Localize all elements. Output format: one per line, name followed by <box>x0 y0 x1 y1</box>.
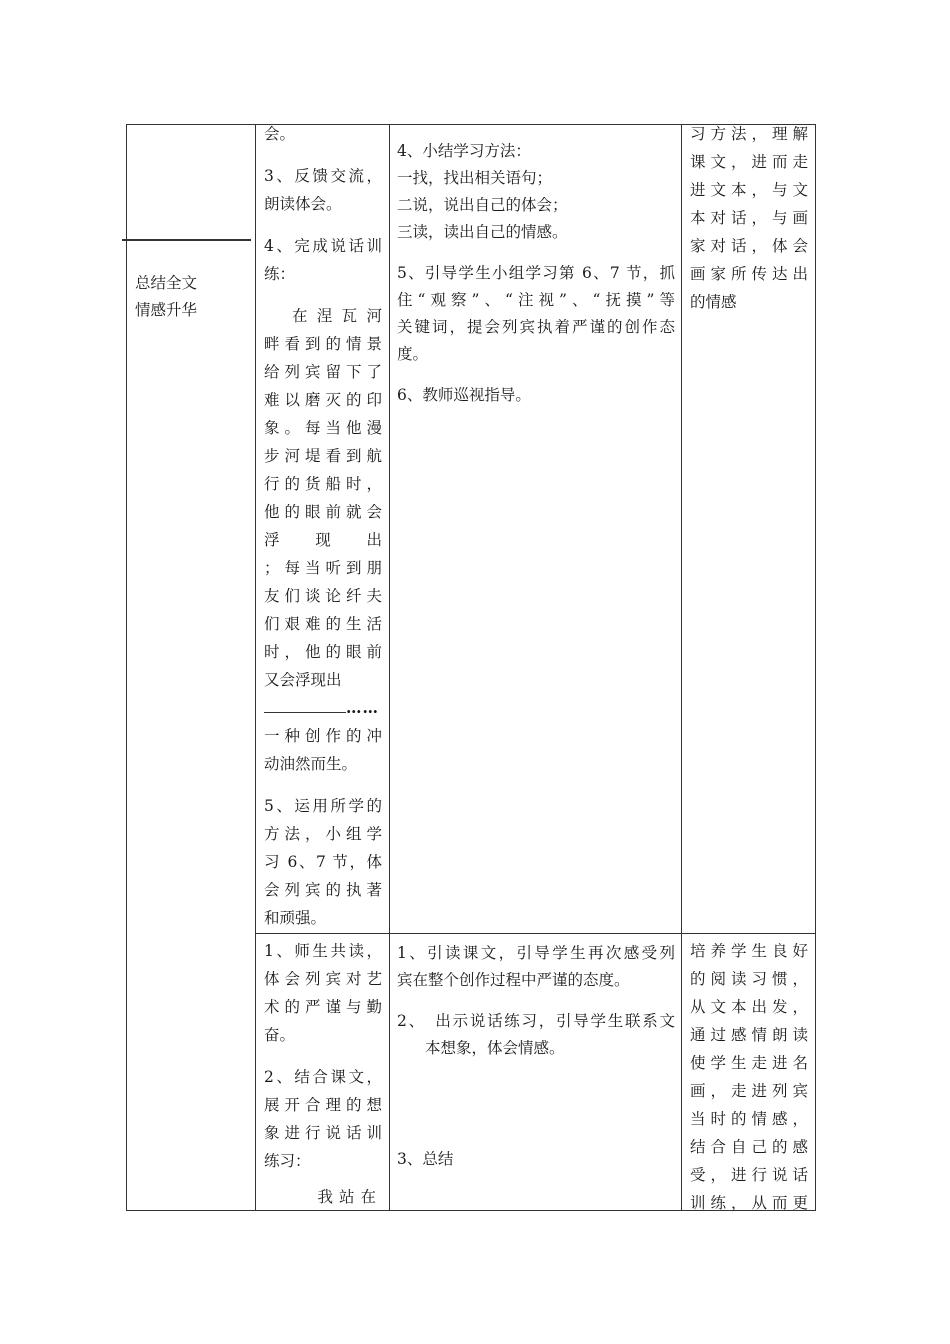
blank-underline <box>264 694 346 713</box>
upper-teacher-p3: 6、教师巡视指导。 <box>397 386 531 404</box>
upper-student-p2: 4、完成说话训 练： <box>264 237 382 283</box>
section-label <box>135 270 245 324</box>
lower-student-p1: 1、师生共读， 体会列宾对艺 术的严谨与勤 奋。 <box>264 942 382 1044</box>
lower-teacher-p1: 1、引读课文，引导学生再次感受列 宾在整个创作过程中严谨的态度。 <box>397 944 675 989</box>
upper-teacher-p2: 5、引导学生小组学习第 6、7 节，抓 住“观察”、“注视”、“抚摸”等 关键词，提会列宾执着严谨的创作态 度。 <box>397 264 675 363</box>
upper-intent: 习方法，理解 课文，进而走 进文本，与文 本对话，与画 家对话，体会 画家所传达出 的情感 <box>690 125 808 311</box>
lower-intent: 培养学生良好 的阅读习惯， 从文本出发， 通过感情朗读 使学生走进名 画，走进列宾 当时的情感， 结合自己的感 受，进行说话 训练，从而更 <box>690 942 808 1212</box>
section-label-line-2: 情感升华 <box>135 301 198 319</box>
upper-teacher-p1: 4、小结学习方法： 一找，找出相关语句； 二说，说出自己的体会； 三读，读出自己的情感。 <box>397 142 568 241</box>
lower-student-p2: 2、结合课文， 展开合理的想 象进行说话训 练习： <box>264 1068 382 1170</box>
section-label-line-1: 总结全文 <box>135 274 198 292</box>
upper-student-activity <box>264 120 382 946</box>
upper-teacher-activity <box>397 138 675 423</box>
column-divider-3 <box>681 124 682 1211</box>
section-divider-thick <box>122 239 251 241</box>
column-divider-2 <box>389 124 390 1211</box>
upper-student-p4: 5、运用所学的 方法，小组学 习 6、7 节，体 会列宾的执著 和顽强。 <box>264 797 382 927</box>
table-left-border <box>126 124 127 1211</box>
lower-teacher-p3: 3、总结 <box>397 1150 454 1168</box>
lower-teacher-p2: 2、 出示说话练习，引导学生联系文 本想象，体会情感。 <box>397 1012 675 1057</box>
upper-student-p1: 3、反馈交流， 朗读体会。 <box>264 167 382 213</box>
lower-student-p3: 我站在 <box>317 1188 382 1206</box>
upper-student-p3: 在涅瓦河 畔看到的情景 给列宾留下了 难以磨灭的印 象。每当他漫 步河堤看到航 行的货船时， 他的眼前就会 浮 现 出 ；每当听到朋 友们谈论纤夫 们艰难的生活 时，他的眼前 又会浮现出 …… 一种创作的冲 动油然而生。 <box>264 307 382 773</box>
lower-student-activity <box>264 937 382 1211</box>
lower-teacher-activity <box>397 940 675 1187</box>
upper-student-p0: 会。 <box>264 125 296 143</box>
table-right-border <box>815 124 816 1211</box>
fill-in-blank-line: …… <box>264 694 382 722</box>
column-divider-1 <box>255 124 256 1211</box>
